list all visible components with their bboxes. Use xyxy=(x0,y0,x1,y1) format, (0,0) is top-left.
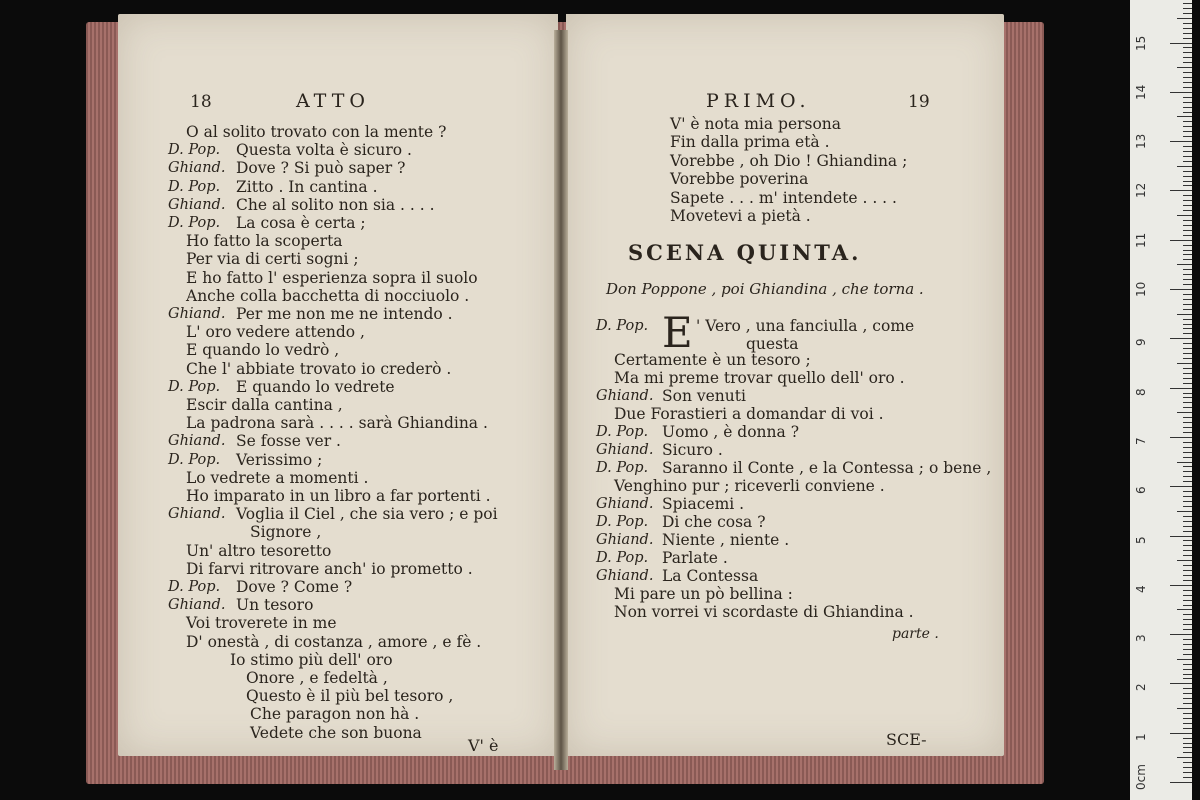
ruler-tick xyxy=(1183,516,1192,517)
ruler-tick xyxy=(1170,536,1192,537)
verse-line: Mi pare un pò bellina : xyxy=(614,585,793,603)
ruler-tick xyxy=(1183,112,1192,113)
ruler-label: 14 xyxy=(1134,84,1148,100)
ruler-tick xyxy=(1177,708,1192,709)
ruler-tick xyxy=(1183,294,1192,295)
ruler-tick xyxy=(1183,688,1192,689)
ruler-tick xyxy=(1183,402,1192,403)
ruler-tick xyxy=(1183,471,1192,472)
verse-line: Onore , e fedeltà , xyxy=(246,669,388,687)
ruler-tick xyxy=(1177,215,1192,216)
measurement-ruler xyxy=(1130,0,1192,800)
verse-line: Verissimo ; xyxy=(236,450,323,469)
ruler-tick xyxy=(1183,767,1192,768)
ruler-tick xyxy=(1170,683,1192,684)
ruler-tick xyxy=(1183,506,1192,507)
ruler-tick xyxy=(1177,412,1192,413)
ruler-tick xyxy=(1183,131,1192,132)
verse-line: Zitto . In cantina . xyxy=(236,177,378,196)
ruler-tick xyxy=(1183,397,1192,398)
verse-line: Ho fatto la scoperta xyxy=(186,232,343,251)
page-number: 19 xyxy=(908,92,930,112)
verse-line: Che l' abbiate trovato io crederò . xyxy=(186,359,452,378)
ruler-tick xyxy=(1183,743,1192,744)
ruler-tick xyxy=(1183,698,1192,699)
speaker-label: Ghiand. xyxy=(596,388,654,404)
ruler-tick xyxy=(1183,555,1192,556)
ruler-tick xyxy=(1183,121,1192,122)
verse-line: Vorebbe poverina xyxy=(670,170,809,189)
verse-line: Spiacemi . xyxy=(662,495,745,513)
ruler-tick xyxy=(1183,171,1192,172)
ruler-tick xyxy=(1183,38,1192,39)
ruler-label: 10 xyxy=(1134,281,1148,297)
ruler-label: 2 xyxy=(1134,683,1148,692)
ruler-tick xyxy=(1183,540,1192,541)
ruler-tick xyxy=(1183,373,1192,374)
speaker-label: Ghiand. xyxy=(596,568,654,584)
ruler-tick xyxy=(1170,733,1192,734)
ruler-tick xyxy=(1183,97,1192,98)
ruler-tick xyxy=(1183,146,1192,147)
verse-line: Ho imparato in un libro a far portenti . xyxy=(186,487,491,505)
ruler-tick xyxy=(1183,649,1192,650)
verse-line: Movetevi a pietà . xyxy=(670,207,811,225)
ruler-tick xyxy=(1183,777,1192,778)
ruler-tick xyxy=(1177,659,1192,660)
ruler-tick xyxy=(1170,486,1192,487)
ruler-tick xyxy=(1170,585,1192,586)
verse-line: Niente , niente . xyxy=(662,531,790,549)
ruler-tick xyxy=(1183,747,1192,748)
ruler-tick xyxy=(1183,565,1192,566)
verse-line: Io stimo più dell' oro xyxy=(230,650,393,669)
ruler-tick xyxy=(1183,762,1192,763)
ruler-tick xyxy=(1183,629,1192,630)
ruler-tick xyxy=(1183,457,1192,458)
ruler-tick xyxy=(1177,462,1192,463)
verse-line: Ma mi preme trovar quello dell' oro . xyxy=(614,369,905,387)
ruler-tick xyxy=(1183,195,1192,196)
ruler-tick xyxy=(1183,718,1192,719)
ruler-tick xyxy=(1183,678,1192,679)
ruler-tick xyxy=(1183,526,1192,527)
ruler-tick xyxy=(1183,3,1192,4)
ruler-tick xyxy=(1183,220,1192,221)
ruler-tick xyxy=(1170,289,1192,290)
ruler-tick xyxy=(1183,590,1192,591)
ruler-tick xyxy=(1183,531,1192,532)
verse-line: Di che cosa ? xyxy=(662,513,766,531)
ruler-tick xyxy=(1183,476,1192,477)
ruler-tick xyxy=(1183,358,1192,359)
ruler-tick xyxy=(1183,427,1192,428)
ruler-tick xyxy=(1183,82,1192,83)
ruler-tick xyxy=(1183,501,1192,502)
verse-line: E ho fatto l' esperienza sopra il suolo xyxy=(186,268,478,287)
ruler-tick xyxy=(1183,28,1192,29)
ruler-tick xyxy=(1183,550,1192,551)
verse-line: Che paragon non hà . xyxy=(250,705,420,724)
ruler-tick xyxy=(1183,77,1192,78)
ruler-tick xyxy=(1183,299,1192,300)
speaker-label: Ghiand. xyxy=(596,442,654,458)
catchword: V' è xyxy=(468,736,499,755)
verse-line: Un tesoro xyxy=(236,596,314,615)
verse-line: Anche colla bacchetta di nocciuolo . xyxy=(186,286,470,305)
ruler-tick xyxy=(1183,161,1192,162)
ruler-tick xyxy=(1183,254,1192,255)
ruler-tick xyxy=(1170,338,1192,339)
ruler-label: 3 xyxy=(1134,634,1148,643)
verse-line: Di farvi ritrovare anch' io prometto . xyxy=(186,559,473,578)
ruler-tick xyxy=(1183,102,1192,103)
ruler-tick xyxy=(1177,757,1192,758)
ruler-tick xyxy=(1183,442,1192,443)
speaker-label: D. Pop. xyxy=(596,424,649,440)
ruler-tick xyxy=(1177,363,1192,364)
verse-line: Uomo , è donna ? xyxy=(662,423,800,441)
verse-line: Per me non me ne intendo . xyxy=(236,305,453,323)
speaker-label: D. Pop. xyxy=(168,178,221,195)
ruler-tick xyxy=(1170,388,1192,389)
ruler-label: 0cm xyxy=(1134,764,1148,790)
ruler-tick xyxy=(1183,52,1192,53)
verse-line: E quando lo vedrò , xyxy=(186,341,340,360)
ruler-tick xyxy=(1183,491,1192,492)
ruler-tick xyxy=(1183,639,1192,640)
page-number: 18 xyxy=(190,92,212,112)
speaker-label: Ghiand. xyxy=(168,597,226,614)
ruler-label: 8 xyxy=(1134,387,1148,396)
verse-line: O al solito trovato con la mente ? xyxy=(186,123,447,141)
ruler-tick xyxy=(1183,13,1192,14)
speaker-label: Ghiand. xyxy=(168,196,226,213)
ruler-tick xyxy=(1177,609,1192,610)
verse-line: Lo vedrete a momenti . xyxy=(186,468,369,487)
ruler-tick xyxy=(1183,235,1192,236)
ruler-tick xyxy=(1183,181,1192,182)
ruler-tick xyxy=(1183,319,1192,320)
verse-line: Parlate . xyxy=(662,549,728,567)
ruler-tick xyxy=(1183,284,1192,285)
ruler-tick xyxy=(1183,521,1192,522)
left-page xyxy=(118,14,558,756)
verse-line: Dove ? Si può saper ? xyxy=(236,159,406,178)
ruler-tick xyxy=(1183,176,1192,177)
ruler-tick xyxy=(1183,23,1192,24)
verse-line: Vorebbe , oh Dio ! Ghiandina ; xyxy=(670,151,908,170)
speaker-label: Ghiand. xyxy=(168,306,226,322)
ruler-tick xyxy=(1177,511,1192,512)
speaker-label: D. Pop. xyxy=(168,451,221,468)
ruler-tick xyxy=(1183,644,1192,645)
verse-line: Che al solito non sia . . . . xyxy=(236,195,435,214)
verse-line: Un' altro tesoretto xyxy=(186,541,332,560)
speaker-label: Ghiand. xyxy=(596,532,654,548)
verse-line: Escir dalla cantina , xyxy=(186,396,343,414)
ruler-tick xyxy=(1177,264,1192,265)
scene-subtitle: Don Poppone , poi Ghiandina , che torna . xyxy=(606,280,924,298)
ruler-tick xyxy=(1183,452,1192,453)
ruler-tick xyxy=(1183,713,1192,714)
ruler-tick xyxy=(1183,230,1192,231)
drop-cap: E xyxy=(662,308,693,357)
running-head: ATTO xyxy=(296,90,370,112)
ruler-tick xyxy=(1183,324,1192,325)
ruler-tick xyxy=(1183,728,1192,729)
verse-line: Non vorrei vi scordaste di Ghiandina . xyxy=(614,603,914,621)
ruler-tick xyxy=(1183,772,1192,773)
ruler-tick xyxy=(1183,62,1192,63)
ruler-tick xyxy=(1170,782,1192,783)
verse-line: Sicuro . xyxy=(662,441,723,459)
ruler-tick xyxy=(1183,693,1192,694)
verse-line: Sapete . . . m' intendete . . . . xyxy=(670,188,897,207)
ruler-tick xyxy=(1183,210,1192,211)
right-page xyxy=(566,14,1004,756)
ruler-tick xyxy=(1183,353,1192,354)
speaker-label: D. Pop. xyxy=(596,460,649,476)
verse-line: L' oro vedere attendo , xyxy=(186,323,365,342)
ruler-tick xyxy=(1183,570,1192,571)
exit-direction: parte . xyxy=(892,626,939,642)
ruler-tick xyxy=(1183,72,1192,73)
ruler-tick xyxy=(1183,47,1192,48)
ruler-tick xyxy=(1183,654,1192,655)
verse-line: Signore , xyxy=(250,523,322,542)
verse-line: D' onestà , di costanza , amore , e fè . xyxy=(186,632,482,651)
verse-line: Dove ? Come ? xyxy=(236,578,353,596)
ruler-tick xyxy=(1183,87,1192,88)
verse-line: V' è nota mia persona xyxy=(670,115,842,133)
ruler-tick xyxy=(1183,393,1192,394)
ruler-tick xyxy=(1183,496,1192,497)
verse-line: Fin dalla prima età . xyxy=(670,133,830,152)
ruler-tick xyxy=(1183,348,1192,349)
running-head: PRIMO. xyxy=(706,90,811,112)
ruler-tick xyxy=(1183,575,1192,576)
ruler-tick xyxy=(1183,245,1192,246)
verse-line: Certamente è un tesoro ; xyxy=(614,351,811,369)
scene-title: SCENA QUINTA. xyxy=(628,240,862,265)
speaker-label: D. Pop. xyxy=(168,215,221,231)
ruler-label: 11 xyxy=(1134,232,1148,248)
ruler-tick xyxy=(1183,259,1192,260)
ruler-tick xyxy=(1170,190,1192,191)
ruler-tick xyxy=(1183,200,1192,201)
verse-line: Due Forastieri a domandar di voi . xyxy=(614,405,884,423)
ruler-label: 7 xyxy=(1134,437,1148,445)
ruler-tick xyxy=(1183,723,1192,724)
ruler-tick xyxy=(1183,383,1192,384)
ruler-tick xyxy=(1183,417,1192,418)
ruler-label: 13 xyxy=(1134,133,1148,150)
speaker-label: D. Pop. xyxy=(596,514,649,530)
speaker-label: Ghiand. xyxy=(168,506,226,523)
ruler-tick xyxy=(1183,605,1192,606)
speaker-label: D. Pop. xyxy=(168,579,221,595)
verse-line: La cosa è certa ; xyxy=(236,214,366,232)
ruler-tick xyxy=(1183,466,1192,467)
speaker-label: D. Pop. xyxy=(596,550,649,566)
speaker-label: Ghiand. xyxy=(596,496,654,512)
ruler-tick xyxy=(1183,225,1192,226)
verse-line: La Contessa xyxy=(662,567,759,585)
ruler-tick xyxy=(1183,33,1192,34)
speaker-label: D. Pop. xyxy=(168,378,221,395)
ruler-tick xyxy=(1183,595,1192,596)
ruler-tick xyxy=(1170,634,1192,635)
verse-line: Se fosse ver . xyxy=(236,432,341,451)
verse-line: Venghino pur ; riceverli conviene . xyxy=(614,477,885,495)
speaker-label: Ghiand. xyxy=(168,433,226,450)
ruler-tick xyxy=(1183,343,1192,344)
ruler-tick xyxy=(1183,274,1192,275)
ruler-tick xyxy=(1177,560,1192,561)
ruler-tick xyxy=(1183,126,1192,127)
ruler-tick xyxy=(1183,8,1192,9)
ruler-tick xyxy=(1177,166,1192,167)
ruler-tick xyxy=(1183,580,1192,581)
ruler-tick xyxy=(1183,614,1192,615)
verse-line: Saranno il Conte , e la Contessa ; o bene , xyxy=(662,459,992,477)
ruler-tick xyxy=(1183,269,1192,270)
ruler-label: 5 xyxy=(1134,535,1148,544)
ruler-label: 6 xyxy=(1134,486,1148,495)
ruler-label: 12 xyxy=(1134,183,1148,199)
ruler-label: 1 xyxy=(1134,733,1148,741)
ruler-tick xyxy=(1183,151,1192,152)
ruler-tick xyxy=(1177,18,1192,19)
ruler-tick xyxy=(1177,67,1192,68)
ruler-tick xyxy=(1183,703,1192,704)
ruler-tick xyxy=(1183,279,1192,280)
ruler-label: 15 xyxy=(1134,35,1148,51)
verse-line: La padrona sarà . . . . sarà Ghiandina . xyxy=(186,414,488,433)
ruler-tick xyxy=(1170,92,1192,93)
ruler-tick xyxy=(1183,738,1192,739)
ruler-tick xyxy=(1183,250,1192,251)
verse-line: Vedete che son buona xyxy=(250,723,422,742)
ruler-tick xyxy=(1183,664,1192,665)
ruler-tick xyxy=(1183,545,1192,546)
verse-line: Per via di certi sogni ; xyxy=(186,250,359,269)
ruler-tick xyxy=(1183,669,1192,670)
book-gutter xyxy=(554,30,568,770)
ruler-tick xyxy=(1183,309,1192,310)
ruler-tick xyxy=(1183,624,1192,625)
ruler-tick xyxy=(1170,141,1192,142)
ruler-tick xyxy=(1183,407,1192,408)
ruler-tick xyxy=(1183,368,1192,369)
ruler-tick xyxy=(1183,57,1192,58)
ruler-tick xyxy=(1177,116,1192,117)
ruler-tick xyxy=(1183,674,1192,675)
ruler-tick xyxy=(1170,240,1192,241)
verse-line: E quando lo vedrete xyxy=(236,377,395,396)
ruler-tick xyxy=(1177,314,1192,315)
verse-line: questa xyxy=(746,335,799,353)
ruler-tick xyxy=(1183,422,1192,423)
ruler-tick xyxy=(1183,136,1192,137)
speaker-label: D. Pop. xyxy=(596,318,649,334)
verse-line: Questo è il più bel tesoro , xyxy=(246,687,454,706)
ruler-tick xyxy=(1183,205,1192,206)
speaker-label: Ghiand. xyxy=(168,160,226,177)
ruler-tick xyxy=(1170,437,1192,438)
ruler-tick xyxy=(1183,185,1192,186)
ruler-tick xyxy=(1183,304,1192,305)
ruler-tick xyxy=(1183,447,1192,448)
ruler-tick xyxy=(1183,600,1192,601)
ruler-tick xyxy=(1183,752,1192,753)
ruler-tick xyxy=(1183,619,1192,620)
ruler-tick xyxy=(1183,333,1192,334)
catchword: SCE- xyxy=(886,730,927,749)
verse-line: Voglia il Ciel , che sia vero ; e poi xyxy=(236,505,498,524)
verse-line: ' Vero , una fanciulla , come xyxy=(696,317,915,335)
ruler-tick xyxy=(1170,43,1192,44)
verse-line: Voi troverete in me xyxy=(186,614,337,633)
ruler-tick xyxy=(1183,481,1192,482)
ruler-label: 9 xyxy=(1134,338,1148,347)
verse-line: Questa volta è sicuro . xyxy=(236,141,412,160)
ruler-tick xyxy=(1183,378,1192,379)
ruler-tick xyxy=(1183,107,1192,108)
ruler-tick xyxy=(1183,328,1192,329)
ruler-label: 4 xyxy=(1134,585,1148,593)
verse-line: Son venuti xyxy=(662,387,746,405)
ruler-tick xyxy=(1183,432,1192,433)
speaker-label: D. Pop. xyxy=(168,142,221,159)
ruler-tick xyxy=(1183,156,1192,157)
